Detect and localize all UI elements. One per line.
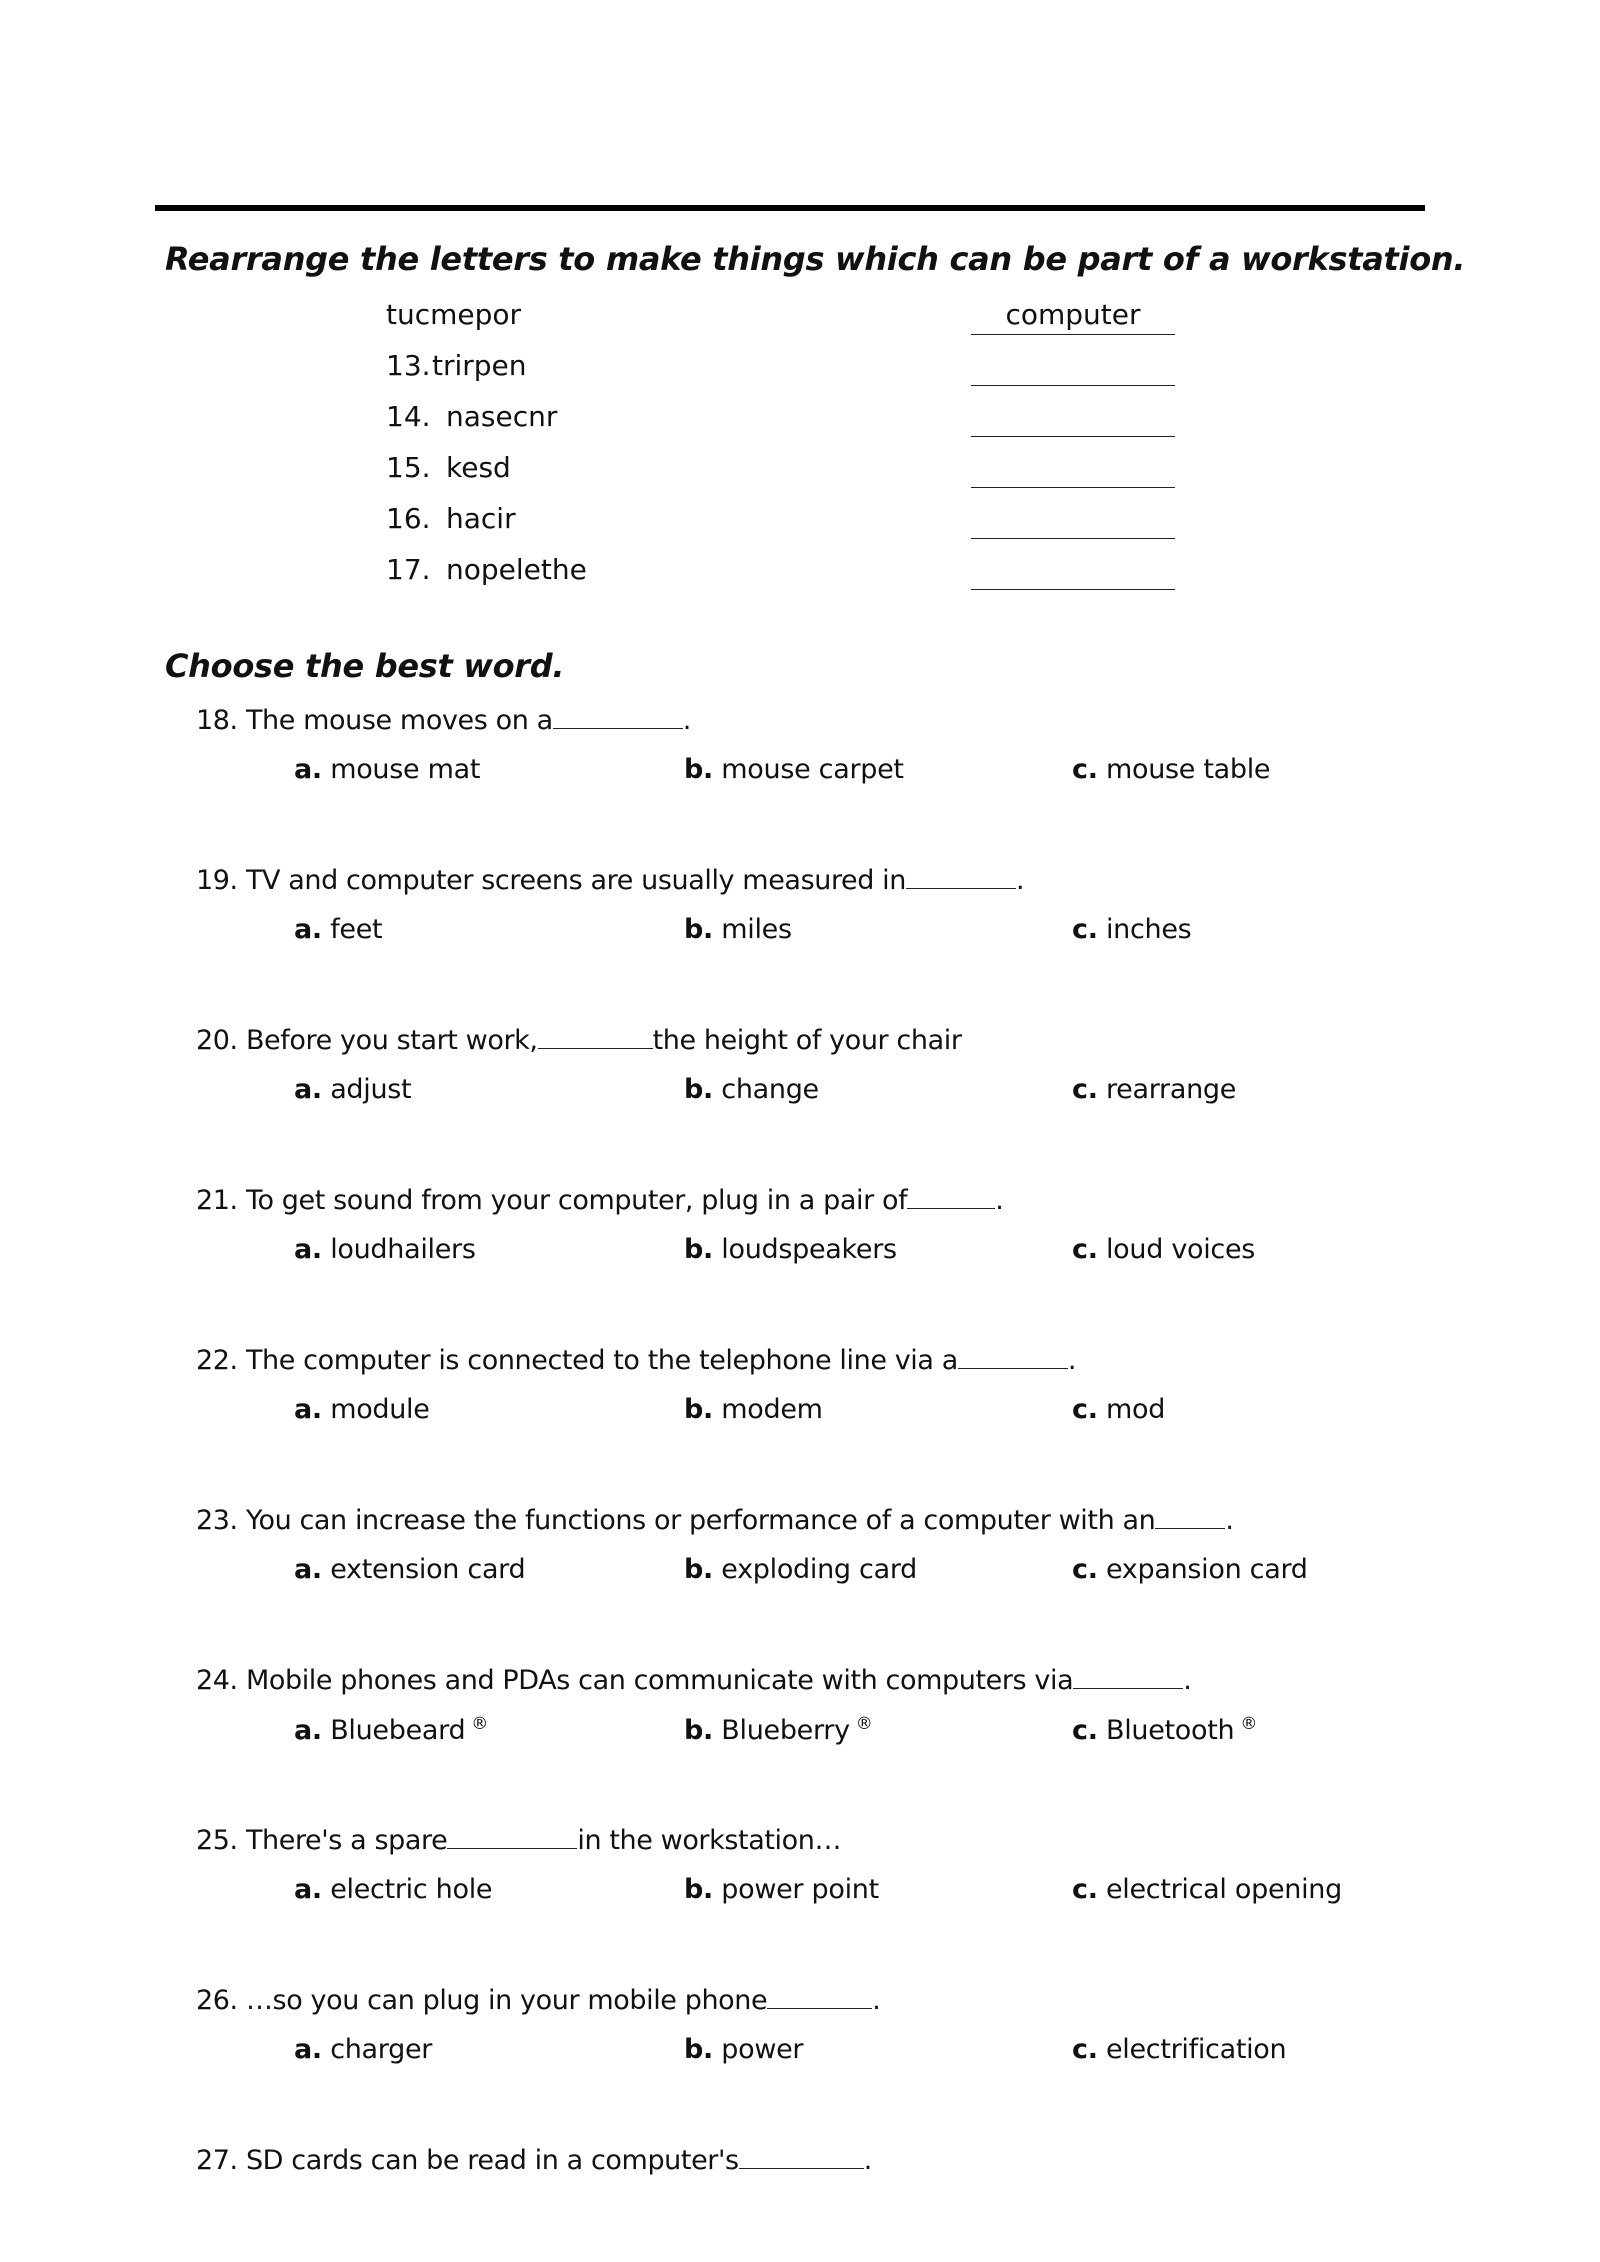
option-c[interactable] bbox=[1072, 2034, 1286, 2065]
option-text: loud voices bbox=[1105, 1234, 1256, 1265]
answer-blank[interactable] bbox=[553, 702, 683, 729]
section-heading-choose: Choose the best word. bbox=[165, 647, 565, 685]
answer-line[interactable] bbox=[971, 436, 1175, 437]
option-b[interactable] bbox=[684, 1714, 873, 1746]
option-letter: b. bbox=[684, 1715, 713, 1746]
question-stem bbox=[196, 862, 1024, 896]
question-stem bbox=[196, 1342, 1076, 1376]
option-letter: a. bbox=[294, 754, 322, 785]
option-b[interactable] bbox=[684, 1874, 879, 1905]
question-number: 26. bbox=[196, 1985, 238, 2016]
question-text-after: . bbox=[995, 1185, 1004, 1216]
option-b[interactable] bbox=[684, 1554, 917, 1585]
option-a[interactable] bbox=[294, 754, 480, 785]
option-letter: c. bbox=[1072, 1074, 1098, 1105]
option-text: mouse table bbox=[1105, 754, 1271, 785]
registered-mark: ® bbox=[471, 1714, 488, 1734]
answer-line[interactable] bbox=[971, 385, 1175, 386]
option-text: feet bbox=[330, 914, 383, 945]
scramble-word: nopelethe bbox=[446, 553, 587, 586]
option-text: miles bbox=[721, 914, 792, 945]
option-text: adjust bbox=[330, 1074, 412, 1105]
option-text: extension card bbox=[330, 1554, 526, 1585]
answer-blank[interactable] bbox=[958, 1342, 1068, 1369]
option-letter: c. bbox=[1072, 1554, 1098, 1585]
option-letter: c. bbox=[1072, 2034, 1098, 2065]
option-c[interactable] bbox=[1072, 1554, 1308, 1585]
option-b[interactable] bbox=[684, 2034, 803, 2065]
scramble-word: tucmepor bbox=[386, 298, 522, 331]
question-stem bbox=[196, 702, 691, 736]
scramble-row bbox=[386, 502, 1186, 542]
question-text-after: . bbox=[872, 1985, 881, 2016]
option-text: Bluetooth bbox=[1105, 1715, 1235, 1746]
option-letter: a. bbox=[294, 1874, 322, 1905]
scramble-row bbox=[386, 349, 1186, 389]
question-text-after: in the workstation… bbox=[577, 1825, 842, 1856]
question-text-after: . bbox=[1016, 865, 1025, 896]
option-text: mod bbox=[1105, 1394, 1166, 1425]
question-text-before: The mouse moves on a bbox=[245, 705, 553, 736]
answer-line[interactable] bbox=[971, 589, 1175, 590]
option-a[interactable] bbox=[294, 1394, 430, 1425]
option-a[interactable] bbox=[294, 1074, 411, 1105]
option-text: inches bbox=[1105, 914, 1192, 945]
option-c[interactable] bbox=[1072, 1874, 1342, 1905]
answer-line bbox=[971, 334, 1175, 335]
scramble-word: trirpen bbox=[432, 349, 527, 382]
option-letter: a. bbox=[294, 914, 322, 945]
question-text-before: Mobile phones and PDAs can communicate with computers via bbox=[245, 1665, 1074, 1696]
option-letter: c. bbox=[1072, 754, 1098, 785]
item-number: 17. bbox=[386, 553, 431, 586]
option-text: electric hole bbox=[330, 1874, 493, 1905]
option-letter: c. bbox=[1072, 914, 1098, 945]
item-number: 15. bbox=[386, 451, 431, 484]
question-text-after: the height of your chair bbox=[652, 1025, 962, 1056]
option-letter: a. bbox=[294, 1234, 322, 1265]
question-stem bbox=[196, 2142, 872, 2176]
option-text: Blueberry bbox=[721, 1715, 850, 1746]
option-c[interactable] bbox=[1072, 914, 1191, 945]
question-text-after: . bbox=[863, 2145, 872, 2176]
answer-line[interactable] bbox=[971, 487, 1175, 488]
option-letter: a. bbox=[294, 2034, 322, 2065]
option-b[interactable] bbox=[684, 1074, 819, 1105]
question-number: 23. bbox=[196, 1505, 238, 1536]
option-c[interactable] bbox=[1072, 1234, 1255, 1265]
question-text-before: TV and computer screens are usually measured in bbox=[245, 865, 907, 896]
option-text: modem bbox=[721, 1394, 823, 1425]
option-text: module bbox=[330, 1394, 430, 1425]
scramble-word: kesd bbox=[446, 451, 511, 484]
scramble-word: hacir bbox=[446, 502, 516, 535]
question-number: 22. bbox=[196, 1345, 238, 1376]
option-text: power bbox=[721, 2034, 804, 2065]
option-letter: a. bbox=[294, 1074, 322, 1105]
answer-blank[interactable] bbox=[1073, 1662, 1183, 1689]
answer-text: computer bbox=[1005, 298, 1141, 331]
option-text: charger bbox=[330, 2034, 433, 2065]
option-letter: b. bbox=[684, 754, 713, 785]
option-b[interactable] bbox=[684, 1394, 823, 1425]
option-text: electrical opening bbox=[1105, 1874, 1342, 1905]
question-stem bbox=[196, 1982, 880, 2016]
option-b[interactable] bbox=[684, 754, 904, 785]
answer-blank[interactable] bbox=[767, 1982, 872, 2009]
question-number: 20. bbox=[196, 1025, 238, 1056]
answer-blank[interactable] bbox=[538, 1022, 653, 1049]
question-text-before: SD cards can be read in a computer's bbox=[245, 2145, 739, 2176]
scramble-word: nasecnr bbox=[446, 400, 558, 433]
item-number: 16. bbox=[386, 502, 431, 535]
answer-blank[interactable] bbox=[907, 1182, 995, 1209]
question-stem bbox=[196, 1182, 1003, 1216]
option-text: expansion card bbox=[1105, 1554, 1308, 1585]
option-c[interactable] bbox=[1072, 1074, 1236, 1105]
option-letter: a. bbox=[294, 1715, 322, 1746]
registered-mark: ® bbox=[1240, 1714, 1258, 1734]
answer-blank[interactable] bbox=[739, 2142, 864, 2169]
scramble-row bbox=[386, 451, 1186, 491]
option-c[interactable] bbox=[1072, 1714, 1257, 1746]
question-text-before: There's a spare bbox=[245, 1825, 448, 1856]
option-text: exploding card bbox=[721, 1554, 917, 1585]
question-text-after: . bbox=[1183, 1665, 1192, 1696]
question-stem bbox=[196, 1662, 1191, 1696]
option-text: rearrange bbox=[1105, 1074, 1237, 1105]
question-number: 25. bbox=[196, 1825, 238, 1856]
scramble-example-row bbox=[386, 298, 1186, 338]
option-letter: b. bbox=[684, 1394, 713, 1425]
option-text: power point bbox=[721, 1874, 879, 1905]
question-number: 19. bbox=[196, 865, 238, 896]
option-letter: a. bbox=[294, 1554, 322, 1585]
question-text-before: You can increase the functions or performance of a computer with an bbox=[245, 1505, 1156, 1536]
scramble-row bbox=[386, 400, 1186, 440]
option-c[interactable] bbox=[1072, 754, 1270, 785]
item-number: 13. bbox=[386, 349, 431, 382]
question-text-after: . bbox=[1067, 1345, 1077, 1376]
answer-blank[interactable] bbox=[1155, 1502, 1225, 1529]
question-text-after: . bbox=[1225, 1505, 1234, 1536]
option-letter: b. bbox=[684, 1234, 713, 1265]
option-text: mouse carpet bbox=[721, 754, 904, 785]
option-text: mouse mat bbox=[330, 754, 481, 785]
option-letter: b. bbox=[684, 914, 713, 945]
option-text: change bbox=[721, 1074, 819, 1105]
scramble-row bbox=[386, 553, 1186, 593]
option-a[interactable] bbox=[294, 2034, 432, 2065]
option-letter: c. bbox=[1072, 1394, 1098, 1425]
option-b[interactable] bbox=[684, 914, 792, 945]
option-a[interactable] bbox=[294, 1234, 476, 1265]
question-number: 21. bbox=[196, 1185, 238, 1216]
option-a[interactable] bbox=[294, 1874, 492, 1905]
option-a[interactable] bbox=[294, 914, 382, 945]
option-letter: c. bbox=[1072, 1715, 1098, 1746]
option-a[interactable] bbox=[294, 1554, 525, 1585]
question-text-before: The computer is connected to the telephone line via a bbox=[245, 1345, 958, 1376]
option-letter: a. bbox=[294, 1394, 322, 1425]
option-letter: b. bbox=[684, 2034, 713, 2065]
top-divider-rule bbox=[155, 205, 1425, 211]
option-b[interactable] bbox=[684, 1234, 897, 1265]
option-letter: b. bbox=[684, 1074, 713, 1105]
answer-blank[interactable] bbox=[906, 862, 1016, 889]
option-letter: c. bbox=[1072, 1874, 1098, 1905]
option-letter: b. bbox=[684, 1874, 713, 1905]
question-text-before: To get sound from your computer, plug in a pair of bbox=[245, 1185, 908, 1216]
option-text: Bluebeard bbox=[330, 1715, 466, 1746]
question-text-before: …so you can plug in your mobile phone bbox=[245, 1985, 768, 2016]
question-number: 24. bbox=[196, 1665, 238, 1696]
option-letter: b. bbox=[684, 1554, 713, 1585]
option-c[interactable] bbox=[1072, 1394, 1165, 1425]
registered-mark: ® bbox=[855, 1714, 873, 1734]
question-text-after: . bbox=[682, 705, 691, 736]
option-text: loudspeakers bbox=[721, 1234, 897, 1265]
item-number: 14. bbox=[386, 400, 431, 433]
question-stem bbox=[196, 1022, 962, 1056]
question-stem bbox=[196, 1822, 841, 1856]
answer-blank[interactable] bbox=[447, 1822, 577, 1849]
question-text-before: Before you start work, bbox=[245, 1025, 538, 1056]
question-stem bbox=[196, 1502, 1234, 1536]
question-number: 27. bbox=[196, 2145, 238, 2176]
option-a[interactable] bbox=[294, 1714, 488, 1746]
answer-line[interactable] bbox=[971, 538, 1175, 539]
option-text: electrification bbox=[1105, 2034, 1287, 2065]
option-letter: c. bbox=[1072, 1234, 1098, 1265]
question-number: 18. bbox=[196, 705, 238, 736]
section-heading-rearrange: Rearrange the letters to make things which can be part of a workstation. bbox=[165, 240, 1466, 278]
option-text: loudhailers bbox=[330, 1234, 476, 1265]
